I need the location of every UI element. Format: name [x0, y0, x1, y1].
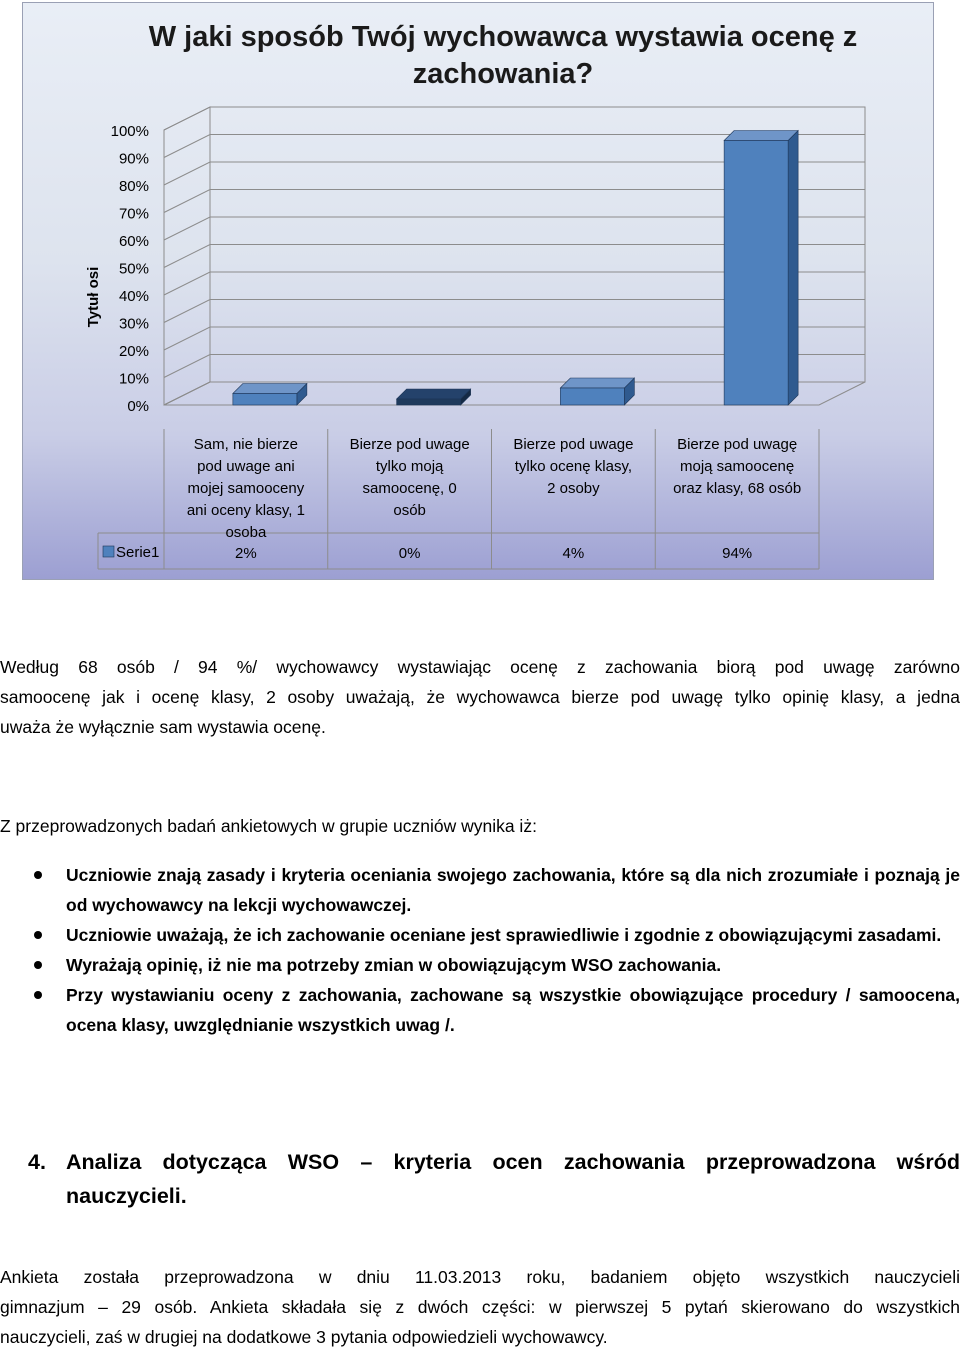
category-label: ani oceny klasy, 1: [186, 502, 305, 519]
paragraph-summary: [0, 652, 960, 742]
tick-label: 10%: [118, 370, 149, 388]
paragraph-survey: [0, 1262, 960, 1352]
bar-side: [788, 131, 798, 406]
bullet-icon: [34, 991, 42, 999]
bar: [560, 388, 624, 405]
bar: [233, 394, 297, 406]
value-label: 4%: [562, 545, 585, 562]
findings-list: [0, 860, 960, 1040]
chart-container: [22, 2, 934, 580]
list-item-text: Uczniowie znają zasady i kryteria oceniania swojego zachowania, które są dla nich zrozumiałe i poznają je od wychowawcy na lekcji wychowawczej.: [66, 865, 960, 915]
category-label: Bierze pod uwagę: [677, 436, 798, 453]
category-label: tylko moją: [375, 458, 444, 475]
summary-line: uważa że wyłącznie sam wystawia ocenę.: [0, 717, 326, 737]
bar-top: [560, 378, 634, 388]
category-label: pod uwage ani: [197, 458, 295, 475]
section-number: 4.: [28, 1150, 46, 1174]
category-label: mojej samooceny: [187, 480, 305, 497]
tick-label: 60%: [118, 233, 149, 250]
tick-label: 50%: [118, 260, 149, 278]
category-label: Sam, nie bierze: [193, 436, 298, 453]
survey-line: Ankieta została przeprowadzona w dniu 11.03.2013 roku, badaniem objęto wszystkich nauczycieli: [0, 1267, 960, 1287]
value-label: 2%: [235, 545, 257, 562]
list-item: [0, 920, 960, 950]
legend-key: [103, 546, 114, 557]
tick-label: 90%: [118, 150, 149, 168]
section-heading: [28, 1145, 960, 1213]
summary-line: samoocenę jak i ocenę klasy, 2 osoby uważają, że wychowawca bierze pod uwagę tylko opinię klasy, a jedna: [0, 687, 960, 707]
survey-line: gimnazjum – 29 osób. Ankieta składała się z dwóch części: w pierwszej 5 pytań skierowano do wszystkich: [0, 1297, 960, 1317]
category-label: tylko ocenę klasy,: [514, 458, 633, 475]
category-label: Bierze pod uwage: [349, 436, 470, 453]
list-item: [0, 950, 960, 980]
list-item: [0, 860, 960, 920]
bar-top: [724, 131, 798, 141]
paragraph-intro: Z przeprowadzonych badań ankietowych w grupie uczniów wynika iż:: [0, 816, 537, 836]
bar: [397, 399, 461, 405]
bullet-icon: [34, 871, 42, 879]
tick-label: 80%: [118, 178, 149, 195]
tick-label: 30%: [118, 315, 149, 333]
category-label: 2 osoby: [547, 480, 600, 497]
category-label: oraz klasy, 68 osób: [673, 480, 802, 497]
tick-label: 0%: [127, 398, 149, 415]
y-axis-title: Tytuł osi: [85, 266, 102, 328]
bar-top: [397, 389, 471, 399]
list-item-text: Przy wystawianiu oceny z zachowania, zachowane są wszystkie obowiązujące procedury / samoocena, ocena klasy, uwzględnianie wszystkich uwag /.: [66, 985, 960, 1035]
chart-title: W jaki sposób Twój wychowawca wystawia ocenę z zachowania?: [148, 21, 858, 90]
bar-top: [233, 384, 307, 394]
survey-line: nauczycieli, zaś w drugiej na dodatkowe 3 pytania odpowiedzieli wychowawcy.: [0, 1327, 608, 1347]
bullet-icon: [34, 931, 42, 939]
category-label: Bierze pod uwage: [513, 436, 634, 453]
category-label: samoocenę, 0: [362, 480, 457, 497]
tick-label: 20%: [118, 343, 149, 360]
bar: [724, 141, 788, 406]
category-label: osób: [393, 502, 426, 519]
summary-line: Według 68 osób / 94 %/ wychowawcy wystawiając ocenę z zachowania biorą pod uwagę zarówno: [0, 657, 960, 677]
list-item-text: Uczniowie uważają, że ich zachowanie oceniane jest sprawiedliwie i zgodnie z obowiązującymi zasadami.: [66, 925, 942, 945]
tick-label: 40%: [118, 288, 149, 305]
value-label: 0%: [398, 545, 421, 562]
bullet-icon: [34, 961, 42, 969]
list-item: [0, 980, 960, 1040]
gridline: [164, 107, 865, 130]
category-label: osoba: [225, 524, 267, 541]
chart-plot: [23, 3, 935, 581]
value-label: 94%: [722, 545, 753, 562]
list-item-text: Wyrażają opinię, iż nie ma potrzeby zmian w obowiązującym WSO zachowania.: [66, 955, 722, 975]
series-label: Serie1: [116, 544, 160, 561]
section-title: Analiza dotycząca WSO – kryteria ocen zachowania przeprowadzona wśród nauczycieli.: [66, 1150, 960, 1208]
tick-label: 100%: [110, 123, 149, 140]
tick-label: 70%: [118, 205, 149, 223]
category-label: moją samoocenę: [680, 458, 795, 475]
